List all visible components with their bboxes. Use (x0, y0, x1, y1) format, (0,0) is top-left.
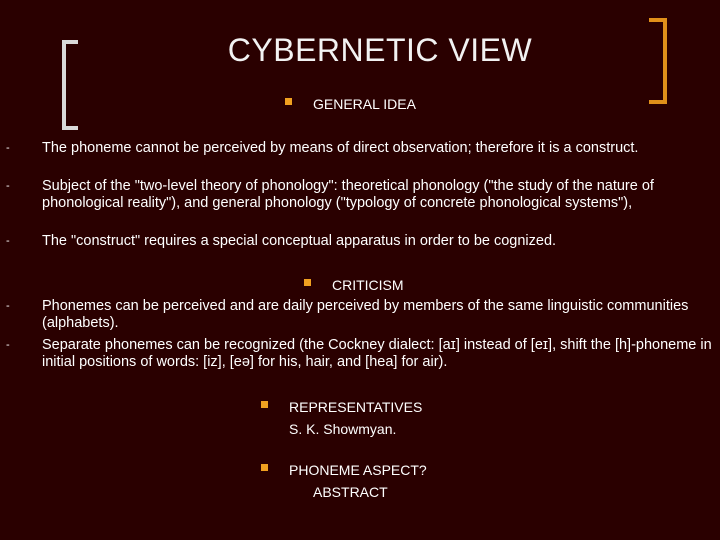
phoneme-aspect-label: PHONEME ASPECT? (289, 462, 427, 478)
criticism-label: CRITICISM (332, 277, 404, 293)
dash-bullet: - (6, 235, 10, 247)
list-item (6, 140, 712, 157)
list-item-text: Phonemes can be perceived and are daily perceived by members of the same linguistic communities (alphabets). (42, 298, 689, 331)
dash-bullet: - (6, 180, 10, 192)
square-bullet-icon (261, 464, 268, 471)
square-bullet-icon (261, 401, 268, 408)
representatives-label: REPRESENTATIVES (289, 399, 423, 415)
phoneme-aspect-value: ABSTRACT (313, 484, 388, 500)
square-bullet-icon (304, 279, 311, 286)
dash-bullet: - (6, 142, 10, 154)
list-item (6, 298, 712, 331)
representatives-heading (289, 399, 422, 415)
general-idea-label: GENERAL IDEA (313, 96, 416, 112)
square-bullet-icon (285, 98, 292, 105)
list-item-text: Subject of the "two-level theory of phonology": theoretical phonology ("the study of the nature of phonological reality"), and general phonology ("typology of concrete phonological systems"), (42, 178, 654, 211)
slide-title: CYBERNETIC VIEW (227, 32, 533, 68)
list-item (6, 337, 712, 370)
list-item (6, 178, 712, 211)
list-item-text: The phoneme cannot be perceived by means of direct observation; therefore it is a construct. (42, 140, 639, 156)
list-item (6, 233, 712, 250)
phoneme-aspect-heading (289, 462, 427, 478)
dash-bullet: - (6, 339, 10, 351)
general-idea-heading (313, 96, 416, 112)
list-item-text: Separate phonemes can be recognized (the Cockney dialect: [aɪ] instead of [eɪ], shift the [h]-phoneme in initial positions of words: [iz], [eə] for his, hair, and [hea] for air). (42, 337, 712, 370)
list-item-text: The "construct" requires a special conceptual apparatus in order to be cognized. (42, 233, 557, 249)
dash-bullet: - (6, 300, 10, 312)
criticism-heading (332, 277, 404, 293)
representatives-value: S. K. Showmyan. (289, 421, 397, 437)
